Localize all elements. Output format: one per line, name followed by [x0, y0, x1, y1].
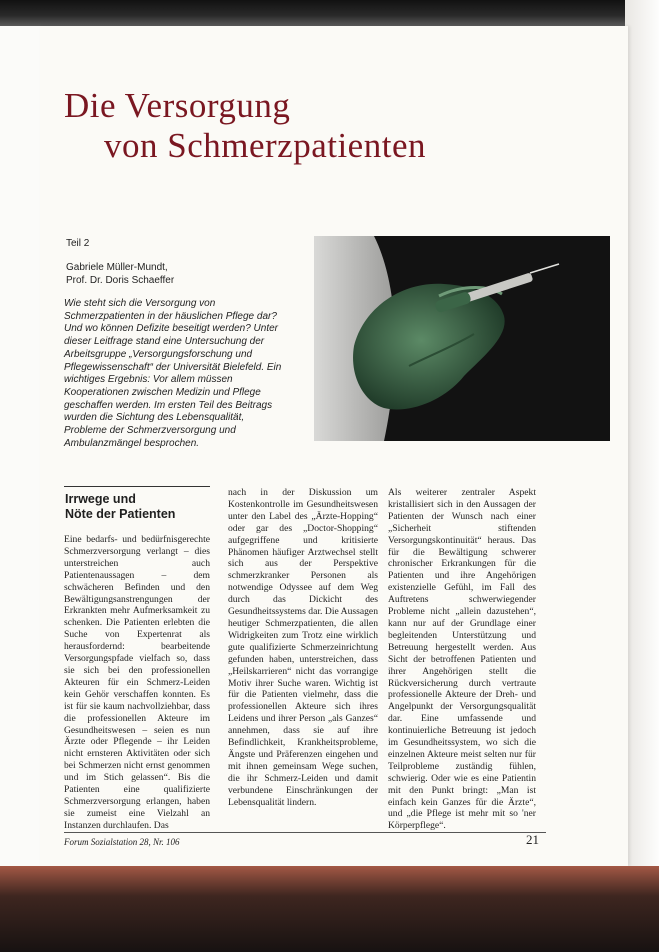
page-right-edge [625, 0, 659, 952]
section-heading [65, 492, 175, 522]
author-1: Gabriele Müller-Mundt, [66, 262, 168, 273]
authors [66, 261, 174, 287]
section-heading-line2: Nöte der Patienten [65, 507, 176, 521]
gloved-hand-syringe-photo [314, 236, 610, 441]
photo-illustration [314, 236, 610, 441]
article-intro: Wie steht sich die Versorgung von Schmerzpatienten in der häuslichen Pflege dar? Und wo können Defizite beseitigt werden? Unter dieser Leitfrage stand eine Untersuchung der Arbeitsgruppe „Versorgungsforschung und Pflegewissenschaft“ der Universität Bielefeld. Ein wichtiges Ergebnis: Vor allem müssen Kooperationen zwischen Medizin und Pflege geschaffen werden. Im ersten Teil des Beitrags wurden die Sichtung des Lebensqualität, Probleme der Schmerzversorgung und Ambulanzmängel besprochen. [64, 298, 282, 449]
scan-bottom-shadow [0, 866, 659, 952]
series-part: Teil 2 [66, 238, 90, 249]
scan-top-shadow [0, 0, 659, 26]
article-title-line2: von Schmerzpatienten [104, 126, 426, 165]
article-title-line1: Die Versorgung [64, 86, 291, 125]
footer-source: Forum Sozialstation 28, Nr. 106 [64, 837, 180, 847]
section-heading-line1: Irrwege und [65, 492, 136, 506]
text-column-3: Als weiterer zentraler Aspekt kristallisiert sich in den Aussagen der Patienten der Wunsch nach einer „Sicherheit stiftenden Versorgungskontinuität“ heraus. Das für die Bewältigung schwerer chronischer Erkrankungen für die Patienten und ihre Angehörigen existenzielle Gefühl, im Fall des Auftretens schwerwiegender Probleme nicht „allein dazustehen“, kann nur auf der Grundlage einer begleitenden Unterstützung und Betreuung hergestellt werden. Aus Sicht der betroffenen Patienten und ihrer Angehörigen stellt die Rückversicherung durch vertraute professionelle Akteure der Dreh- und Angelpunkt der Versorgungsqualität dar. Eine umfassende und kontinuierliche Betreuung ist jedoch im Gesundheitssystem, wo sich die einzelnen Akteure meist selten nur für Teilprobleme zuständig fühlen, schwierig. Oder wie es eine Patientin mit den Punkt bringt: „Man ist einfach kein Ganzes für die Ärzte“, und „die Pflege ist mehr mit so 'ner Körperpflege“. [388, 487, 536, 832]
author-2: Prof. Dr. Doris Schaeffer [66, 275, 175, 286]
section-rule-left [64, 486, 210, 487]
page-number: 21 [526, 832, 539, 847]
text-column-2: nach in der Diskussion um Kostenkontrolle im Gesundheitswesen unter den Label des „Ärzte-Hopping“ oder gar des „Doctor-Shopping“ aufgegriffene und kritisierte Phänomen häufiger Arztwechsel stellt sich aus der Perspektive schmerzkranker Personen als notwendige Odyssee auf dem Weg durch das Dickicht des Gesundheitssystems dar. Die Aussagen heutiger Schmerzpatienten, die allen Widrigkeiten zum Trotz eine wirklich gute qualifizierte Schmerzeinrichtung gefunden haben, unterstreichen, dass „Heilskarrieren“ nicht das vorrangige Motiv ihrer Suche waren. Wichtig ist für die Patienten vielmehr, dass die professionellen Akteure sich ihres Leidens und ihrer Person „als Ganzes“ annehmen, dass sie auf ihre Befindlichkeit, Krankheitsprobleme, Ängste und Präferenzen eingehen und mit ihnen gemeinsam Wege suchen, die ihr Schmerz-Leiden und damit verbundene Einschränkungen der Lebensqualität lindern. [228, 487, 378, 808]
text-column-1: Eine bedarfs- und bedürfnisgerechte Schmerzversorgung verlangt – dies unterstreichen auch Patientenaussagen – dem schwächeren Befinden und den Bewältigungsanstrengungen der Erkrankten mehr Aufmerksamkeit zu schenken. Die Patienten erlebten die Suche von Expertenrat als herausfordernd: bearbeitende Versorgungspfade vielfach so, dass sie sich bei den professionellen Akteuren für ein Schmerz-Leiden kein Gehör verschaffen konnten. Es ist für sie kaum nachvollziehbar, dass die professionellen Akteure im Gesundheitswesen – seien es nun Ärzte oder Pflegende – ihr Leiden nicht ernsteren Aktivitäten oder sich bei Schmerzen nicht ernst genommen und im Stich gelassen“. Bis die Patienten eine qualifizierte Schmerzversorgung erlangen, haben sie zumeist eine Vielzahl an Instanzen durchlaufen. Das [64, 534, 210, 831]
footer-rule [64, 832, 546, 833]
